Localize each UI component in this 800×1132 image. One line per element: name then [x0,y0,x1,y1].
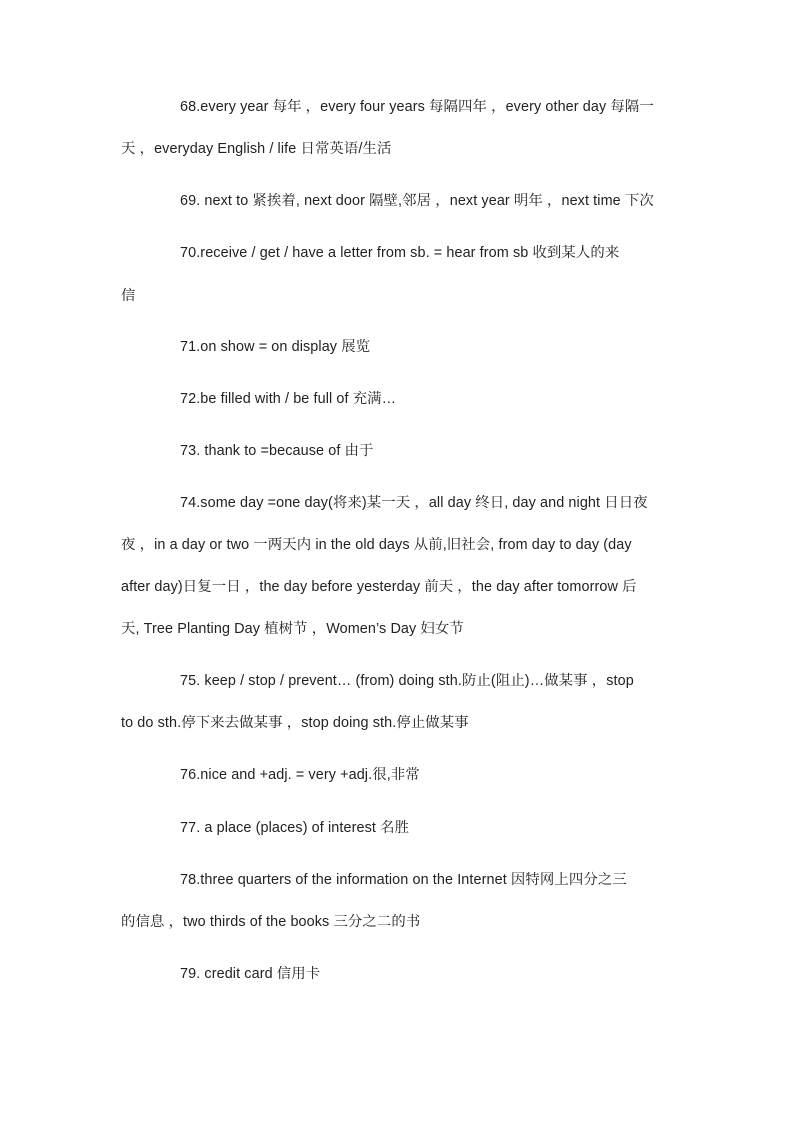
entry-72-line-1: 72.be filled with / be full of 充满… [180,391,397,407]
entry-69-line-1: 69. next to 紧挨着, next door 隔壁,邻居 ，next year 明年 ，next time 下次 [180,193,654,209]
entry-71-line-1: 71.on show = on display 展览 [180,339,371,355]
entry-78-line-2: 的信息 ，two thirds of the books 三分之二的书 [121,914,421,930]
entry-68-line-1: 68.every year 每年 ，every four years 每隔四年 ，every other day 每隔一 [180,99,654,115]
entry-75-line-2: to do sth.停下来去做某事 ，stop doing sth.停止做某事 [121,715,469,731]
entry-76-line-1: 76.nice and +adj. = very +adj.很,非常 [180,767,420,783]
entry-77-line-1: 77. a place (places) of interest 名胜 [180,820,410,836]
entry-79-line-1: 79. credit card 信用卡 [180,966,321,982]
entry-78-line-1: 78.three quarters of the information on the Internet 因特网上四分之三 [180,872,627,888]
entry-74-line-4: 天, Tree Planting Day 植树节 ，Women’s Day 妇女节 [121,621,464,637]
entry-68-line-2: 天 ，everyday English / life 日常英语/生活 [121,141,392,157]
entry-74-line-3: after day)日复一日 ，the day before yesterday 前天 ，the day after tomorrow 后 [121,579,637,595]
entry-75-line-1: 75. keep / stop / prevent… (from) doing sth.防止(阻止)…做某事 ，stop [180,673,634,689]
entry-74-line-1: 74.some day =one day(将来)某一天 ，all day 终日, day and night 日日夜 [180,495,648,511]
entry-70-line-1: 70.receive / get / have a letter from sb. = hear from sb 收到某人的来 [180,245,620,261]
entry-70-line-2: 信 [121,288,136,304]
entry-73-line-1: 73. thank to =because of 由于 [180,443,374,459]
entry-74-line-2: 夜 ，in a day or two 一两天内 in the old days 从前,旧社会, from day to day (day [121,537,632,553]
